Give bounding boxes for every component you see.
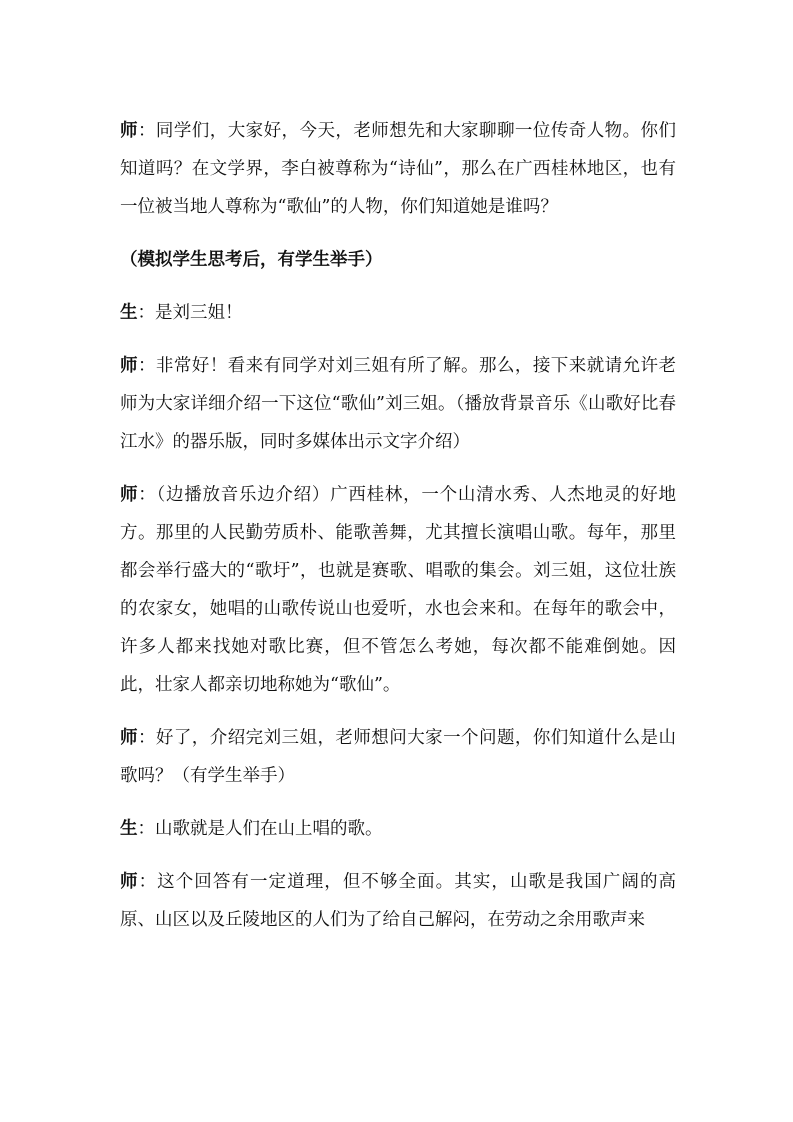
speaker-label: 师 bbox=[120, 485, 139, 505]
speaker-label: 生 bbox=[120, 819, 138, 839]
dialogue-text: ：好了，介绍完刘三姐，老师想问大家一个问题，你们知道什么是山歌吗？（有学生举手） bbox=[120, 728, 677, 786]
dialogue-text: ：非常好！看来有同学对刘三姐有所了解。那么，接下来就请允许老师为大家详细介绍一下这位“歌仙”刘三姐。（播放背景音乐《山歌好比春江水》的器乐版，同时多媒体出示文字介绍） bbox=[120, 356, 677, 452]
dialogue-text: ：是刘三姐！ bbox=[137, 303, 243, 323]
stage-direction bbox=[120, 241, 676, 279]
dialogue-teacher-question bbox=[120, 719, 676, 795]
dialogue-text: ：山歌就是人们在山上唱的歌。 bbox=[137, 819, 383, 839]
document-body bbox=[120, 112, 676, 954]
speaker-label: 师 bbox=[120, 728, 138, 748]
speaker-label: 师 bbox=[120, 356, 138, 376]
dialogue-teacher-explanation bbox=[120, 863, 676, 939]
dialogue-student-answer-1 bbox=[120, 294, 676, 332]
dialogue-text: ：（边播放音乐边介绍）广西桂林，一个山清水秀、人杰地灵的好地方。那里的人民勤劳质朴、能歌善舞，尤其擅长演唱山歌。每年，那里都会举行盛大的“歌圩”，也就是赛歌、唱歌的集会。刘三姐，这位壮族的农家女，她唱的山歌传说山也爱听，水也会来和。在每年的歌会中，许多人都来找她对歌比赛，但不管怎么考她，每次都不能难倒她。因此，壮家人都亲切地称她为“歌仙”。 bbox=[120, 485, 677, 695]
dialogue-text: ：这个回答有一定道理，但不够全面。其实，山歌是我国广阔的高原、山区以及丘陵地区的人们为了给自己解闷，在劳动之余用歌声来 bbox=[120, 872, 677, 930]
stage-direction-text: （模拟学生思考后，有学生举手） bbox=[120, 250, 383, 270]
dialogue-teacher-introduction bbox=[120, 476, 676, 704]
dialogue-student-answer-2 bbox=[120, 810, 676, 848]
dialogue-teacher-intro bbox=[120, 112, 676, 226]
speaker-label: 生 bbox=[120, 303, 138, 323]
speaker-label: 师 bbox=[120, 872, 139, 892]
dialogue-teacher-praise bbox=[120, 347, 676, 461]
dialogue-text: ：同学们，大家好，今天，老师想先和大家聊聊一位传奇人物。你们知道吗？在文学界，李白被尊称为“诗仙”，那么在广西桂林地区，也有一位被当地人尊称为“歌仙”的人物，你们知道她是谁吗？ bbox=[120, 121, 677, 217]
speaker-label: 师 bbox=[120, 121, 138, 141]
